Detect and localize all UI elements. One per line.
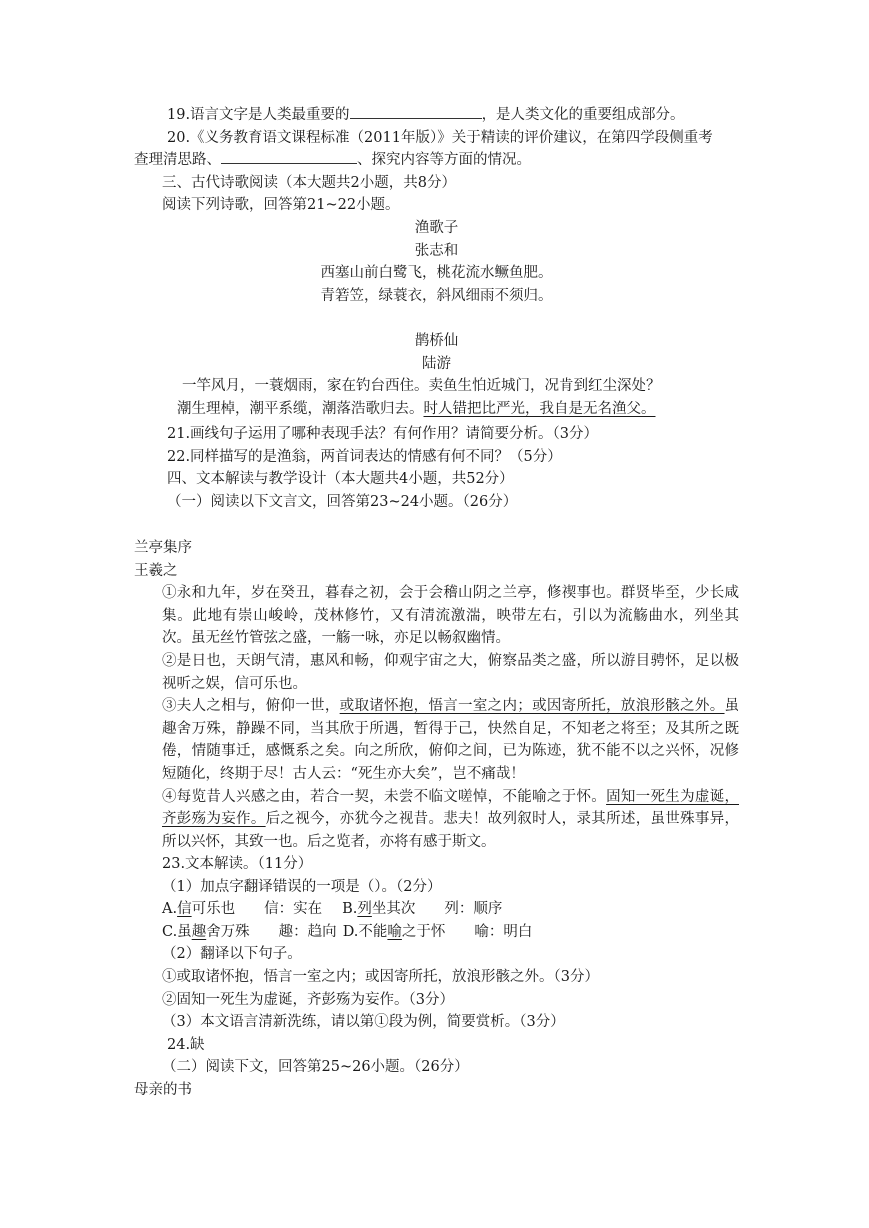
poem-line: 潮生理棹，潮平系缆，潮落浩歌归去。时人错把比严光，我自是无名渔父。	[177, 400, 656, 417]
essay-paragraph-1: ①永和九年，岁在癸丑，暮春之初，会于会稽山阴之兰亭，修禊事也。群贤毕至，少长咸集。此地有崇山峻岭，茂林修竹，又有清流激湍，映带左右，引以为流觞曲水，列坐其次。虽无丝竹管弦之盛，一觞一咏，亦足以畅叙幽情。	[162, 585, 739, 647]
essay-2-title: 母亲的书	[134, 1081, 192, 1098]
question-21: 21.画线句子运用了哪种表现手法？有何作用？请简要分析。（3分）	[167, 426, 599, 442]
question-23-sub1: （1）加点字翻译错误的一项是（）。（2分）	[162, 878, 442, 895]
question-23-title: 23.文本解读。（11分）	[162, 856, 313, 872]
answer-blank[interactable]	[221, 149, 357, 164]
question-23-sub3: （3）本文语言清新洗练，请以第①段为例，简要赏析。（3分）	[162, 1014, 565, 1031]
section-3-intro: 阅读下列诗歌，回答第21~22小题。	[162, 197, 400, 214]
question-23-options-ab	[134, 898, 739, 921]
poem-title: 渔歌子	[414, 220, 459, 236]
poem-line: 一竿风月，一蓑烟雨，家在钓台西住。卖鱼生怕近城门，况肯到红尘深处？	[182, 378, 661, 395]
poem-1	[134, 217, 739, 307]
poem-2	[134, 330, 739, 420]
option-c[interactable]: C.虽趣舍万殊 趣：趋向	[162, 923, 337, 940]
underlined-sentence: 固知一死生为虚诞，齐彭殇为妄作。	[162, 788, 739, 828]
section-4-part1: （一）阅读以下文言文，回答第23~24小题。（26分）	[167, 493, 518, 510]
translate-sentence-1: ①或取诸怀抱，悟言一室之内；或因寄所托，放浪形骸之外。（3分）	[162, 968, 599, 985]
underlined-sentence: 或取诸怀抱，悟言一室之内；或因寄所托，放浪形骸之外。	[339, 698, 725, 715]
essay-paragraph-4: ④每览昔人兴感之由，若合一契，未尝不临文嗟悼，不能喻之于怀。固知一死生为虚诞，齐彭殇为妄作。后之视今，亦犹今之视昔。悲夫！故列叙时人，录其所述，虽世殊事异，所以兴怀，其致一也。后之览者，亦将有感于斯文。	[162, 788, 740, 850]
questions-bottom	[134, 853, 739, 1102]
question-20-line2: 查理清思路、 、探究内容等方面的情况。	[134, 149, 739, 172]
answer-blank[interactable]	[350, 104, 482, 119]
section-4-title: 四、文本解读与教学设计（本大题共4小题，共52分）	[167, 471, 514, 488]
question-20-line1: 20.《义务教育语文课程标准（2011年版）》关于精读的评价建议，在第四学段侧重考	[167, 129, 713, 146]
option-d[interactable]: D.不能喻之于怀 喻：明白	[342, 923, 533, 940]
poem-line: 西塞山前白鹭飞，桃花流水鳜鱼肥。	[320, 265, 553, 282]
poem-line: 青箬笠，绿蓑衣，斜风细雨不须归。	[320, 287, 553, 304]
essay-lantingjixu	[134, 537, 739, 853]
dotted-char: 趣	[191, 923, 207, 940]
dotted-char: 喻	[387, 923, 402, 940]
question-24: 24.缺	[167, 1036, 205, 1053]
question-23-sub2: （2）翻译以下句子。	[162, 946, 302, 963]
questions-mid	[134, 423, 739, 513]
translate-sentence-2: ②固知一死生为虚诞，齐彭殇为妄作。（3分）	[162, 991, 454, 1008]
section-3-title: 三、古代诗歌阅读（本大题共2小题，共8分）	[162, 174, 456, 191]
essay-author: 王羲之	[134, 562, 178, 579]
essay-title: 兰亭集序	[134, 540, 192, 556]
poem-author: 张志和	[414, 242, 459, 259]
question-19: 19.语言文字是人类最重要的 ，是人类文化的重要组成部分。	[134, 104, 739, 127]
essay-paragraph-3: ③夫人之相与，俯仰一世，或取诸怀抱，悟言一室之内；或因寄所托，放浪形骸之外。虽趣舍万殊，静躁不同，当其欣于所遇，暂得于己，快然自足，不知老之将至；及其所之既倦，情随事迁，感慨系之矣。向之所欣，俯仰之间，已为陈迹，犹不能不以之兴怀，况修短随化，终期于尽！古人云：“死生亦大矣”，岂不痛哉！	[162, 698, 740, 782]
section-4-part2: （二）阅读下文，回答第25~26小题。（26分）	[162, 1059, 469, 1076]
questions-top	[134, 104, 739, 217]
question-23-options-cd	[134, 921, 739, 944]
underlined-sentence: 时人错把比严光，我自是无名渔父。	[423, 400, 656, 417]
dotted-char: 信	[177, 901, 192, 918]
option-b[interactable]: B.列坐其次 列：顺序	[342, 901, 503, 918]
dotted-char: 列	[357, 901, 372, 918]
poem-title: 鹊桥仙	[414, 333, 459, 349]
essay-paragraph-2: ②是日也，天朗气清，惠风和畅，仰观宇宙之大，俯察品类之盛，所以游目骋怀，足以极视听之娱，信可乐也。	[162, 652, 739, 692]
option-a[interactable]: A.信可乐也 信：实在	[162, 901, 323, 918]
poem-author: 陆游	[422, 355, 451, 372]
question-22: 22.同样描写的是渔翁，两首词表达的情感有何不同？（5分）	[167, 448, 562, 465]
